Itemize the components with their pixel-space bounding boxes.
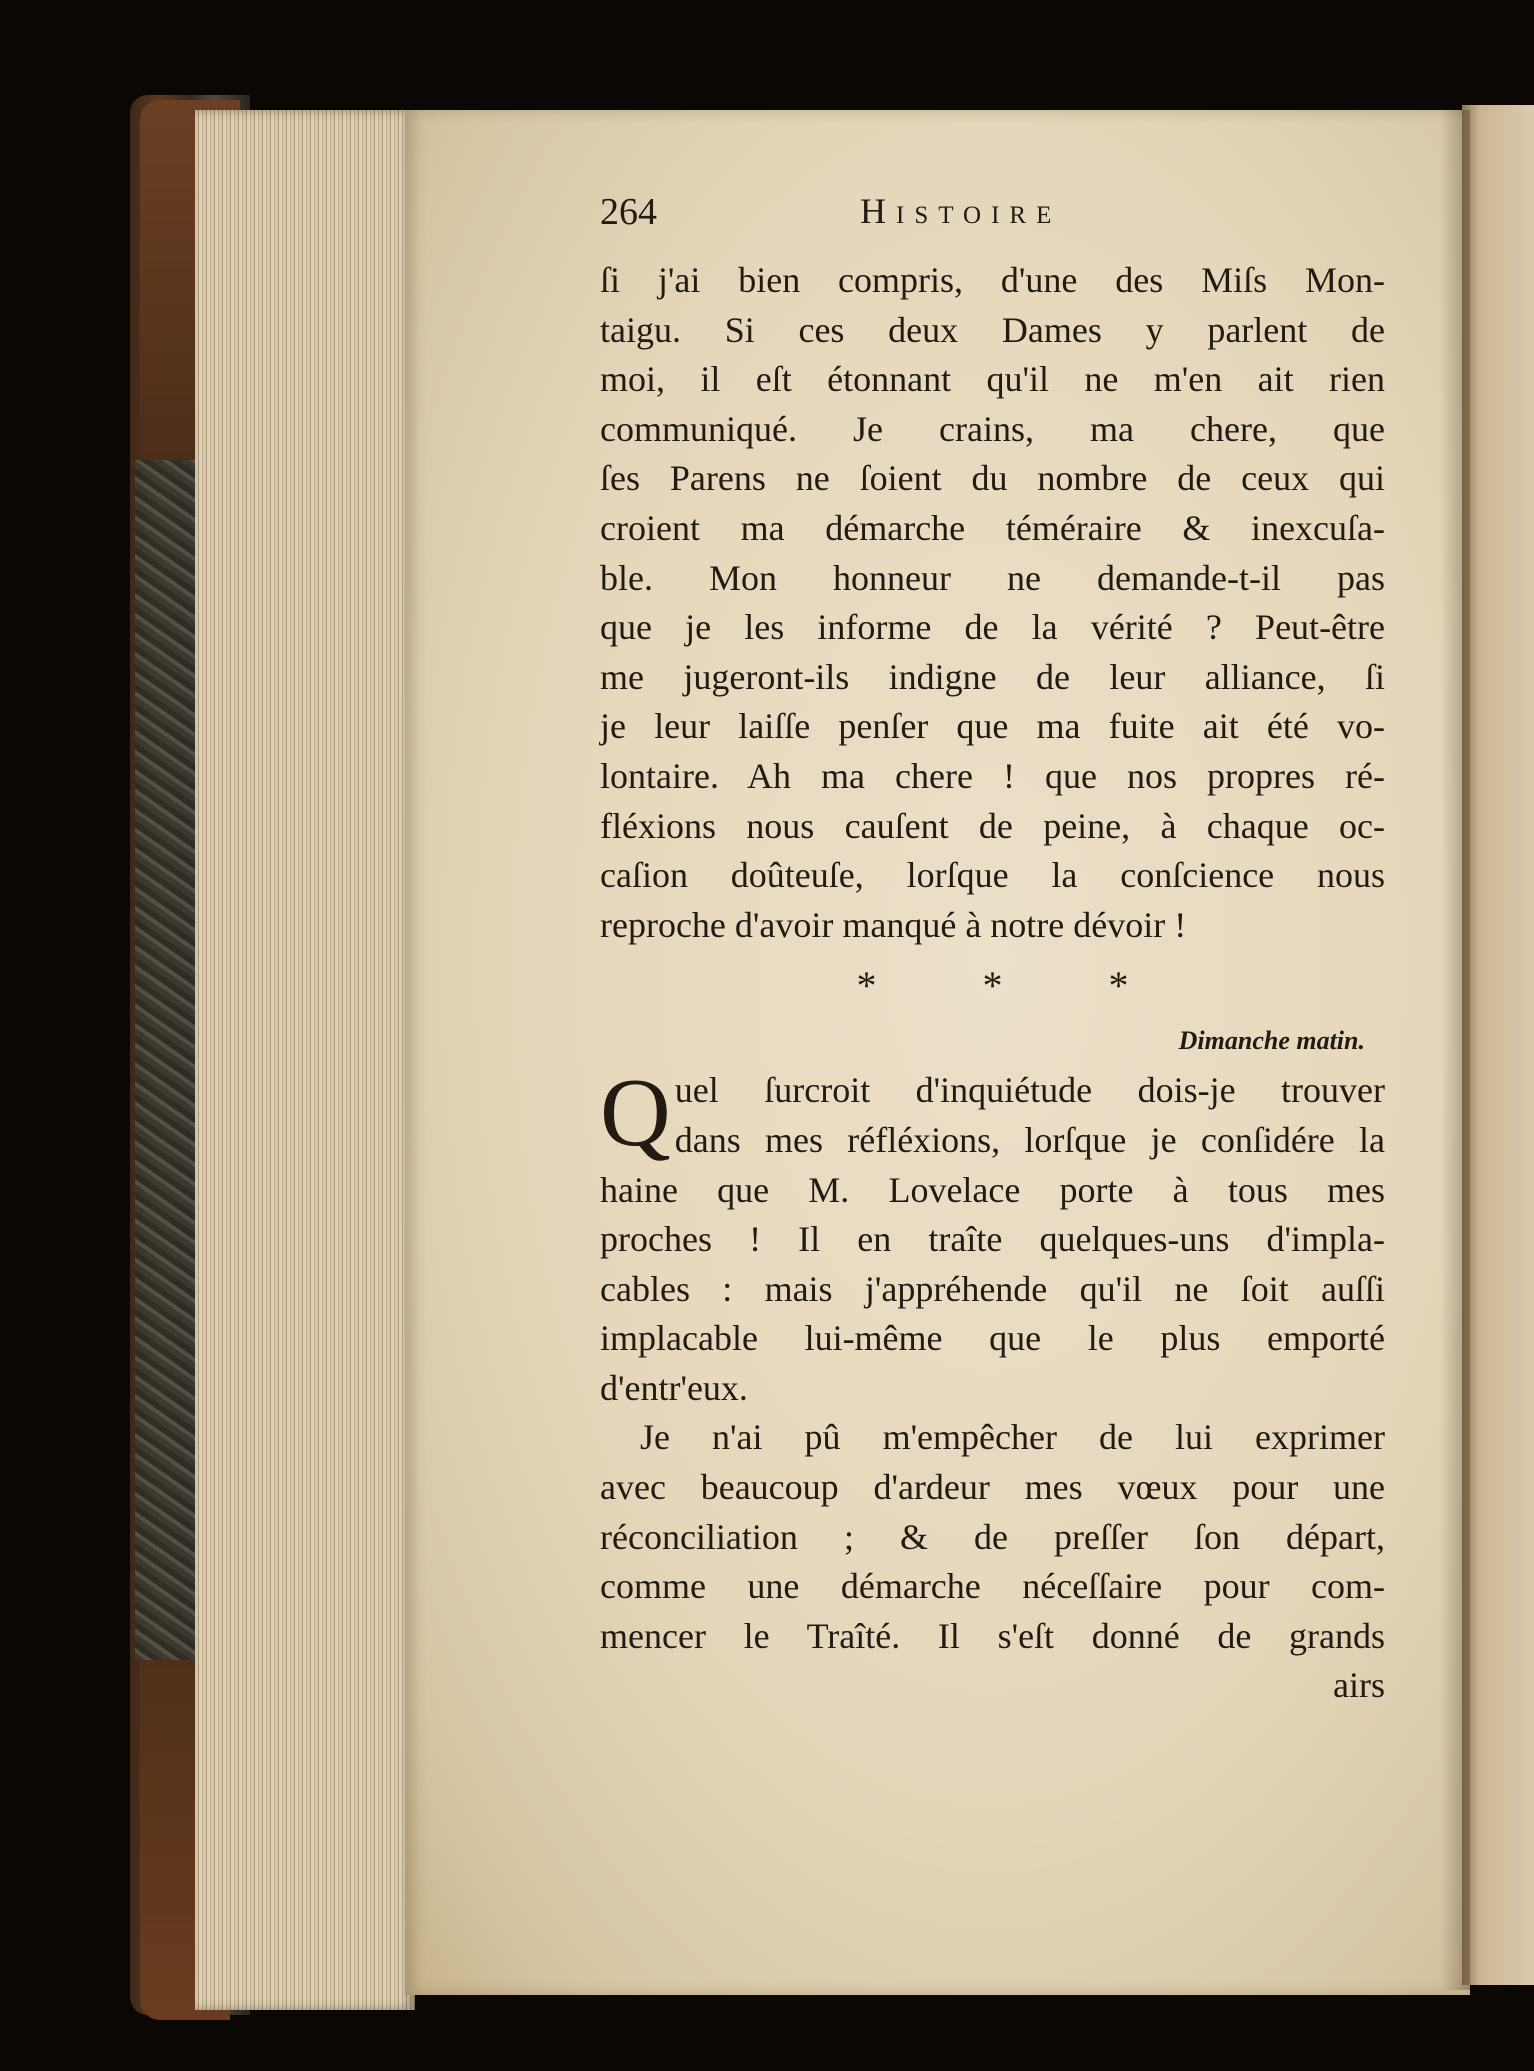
text-line: communiqué. Je crains, ma chere, que bbox=[600, 408, 1385, 449]
text-line: taigu. Si ces deux Dames y parlent de bbox=[600, 309, 1385, 350]
page-number: 264 bbox=[600, 191, 657, 233]
text-line: réconciliation ; & de preſſer ſon départ, bbox=[600, 1516, 1385, 1557]
page-fore-edge bbox=[195, 110, 415, 2010]
dateline: Dimanche matin. bbox=[1178, 1026, 1365, 1056]
text-line: Je n'ai pû m'empêcher de lui exprimer bbox=[640, 1417, 1385, 1458]
text-line: fléxions nous cauſent de peine, à chaque oc- bbox=[600, 805, 1385, 846]
paragraph-2 bbox=[600, 1066, 1385, 1413]
text-line: implacable lui-même que le plus emporté bbox=[600, 1318, 1385, 1359]
text-line: uel ſurcroit d'inquiétude dois-je trouver bbox=[674, 1070, 1385, 1111]
text-line: lontaire. Ah ma chere ! que nos propres ré- bbox=[600, 755, 1385, 796]
text-line: caſion doûteuſe, lorſque la conſcience nous bbox=[600, 855, 1385, 896]
text-line: comme une démarche néceſſaire pour com- bbox=[600, 1566, 1385, 1607]
paragraph-3 bbox=[600, 1413, 1385, 1661]
text-line: je leur laiſſe penſer que ma fuite ait été vo- bbox=[600, 706, 1385, 747]
section-ornament bbox=[600, 956, 1385, 1016]
asterisk: * bbox=[856, 963, 877, 1009]
text-line: ble. Mon honneur ne demande-t-il pas bbox=[600, 557, 1385, 598]
text-line: moi, il eſt étonnant qu'il ne m'en ait rien bbox=[600, 359, 1385, 400]
catchword: airs bbox=[1333, 1665, 1385, 1706]
text-line: ſi j'ai bien compris, d'une des Miſs Mon- bbox=[600, 260, 1385, 300]
text-line: dans mes réfléxions, lorſque je conſidére la bbox=[674, 1119, 1385, 1160]
page-header bbox=[600, 190, 1385, 246]
text-line: cables : mais j'appréhende qu'il ne ſoit auſſi bbox=[600, 1268, 1385, 1309]
running-head: Histoire bbox=[860, 191, 1062, 231]
text-line: me jugeront-ils indigne de leur alliance, ſi bbox=[600, 656, 1385, 697]
text-line: d'entr'eux. bbox=[600, 1367, 748, 1408]
text-line: reproche d'avoir manqué à notre dévoir ! bbox=[600, 904, 1187, 945]
facing-page-edge bbox=[1462, 105, 1534, 1985]
text-line: avec beaucoup d'ardeur mes vœux pour une bbox=[600, 1467, 1385, 1508]
text-line: ſes Parens ne ſoient du nombre de ceux qui bbox=[600, 458, 1385, 499]
drop-cap: Q bbox=[600, 1066, 671, 1168]
text-line: proches ! Il en traîte quelques-uns d'impla- bbox=[600, 1219, 1385, 1260]
text-line: haine que M. Lovelace porte à tous mes bbox=[600, 1169, 1385, 1210]
text-line: croient ma démarche téméraire & inexcuſa- bbox=[600, 507, 1385, 548]
text-line: mencer le Traîté. Il s'eſt donné de grands bbox=[600, 1615, 1385, 1656]
text-line: que je les informe de la vérité ? Peut-être bbox=[600, 607, 1385, 648]
gutter-shadow bbox=[1440, 110, 1470, 1990]
asterisk: * bbox=[1108, 963, 1129, 1009]
asterisk: * bbox=[982, 963, 1003, 1009]
paragraph-1 bbox=[600, 256, 1385, 950]
text-block bbox=[600, 190, 1385, 1711]
